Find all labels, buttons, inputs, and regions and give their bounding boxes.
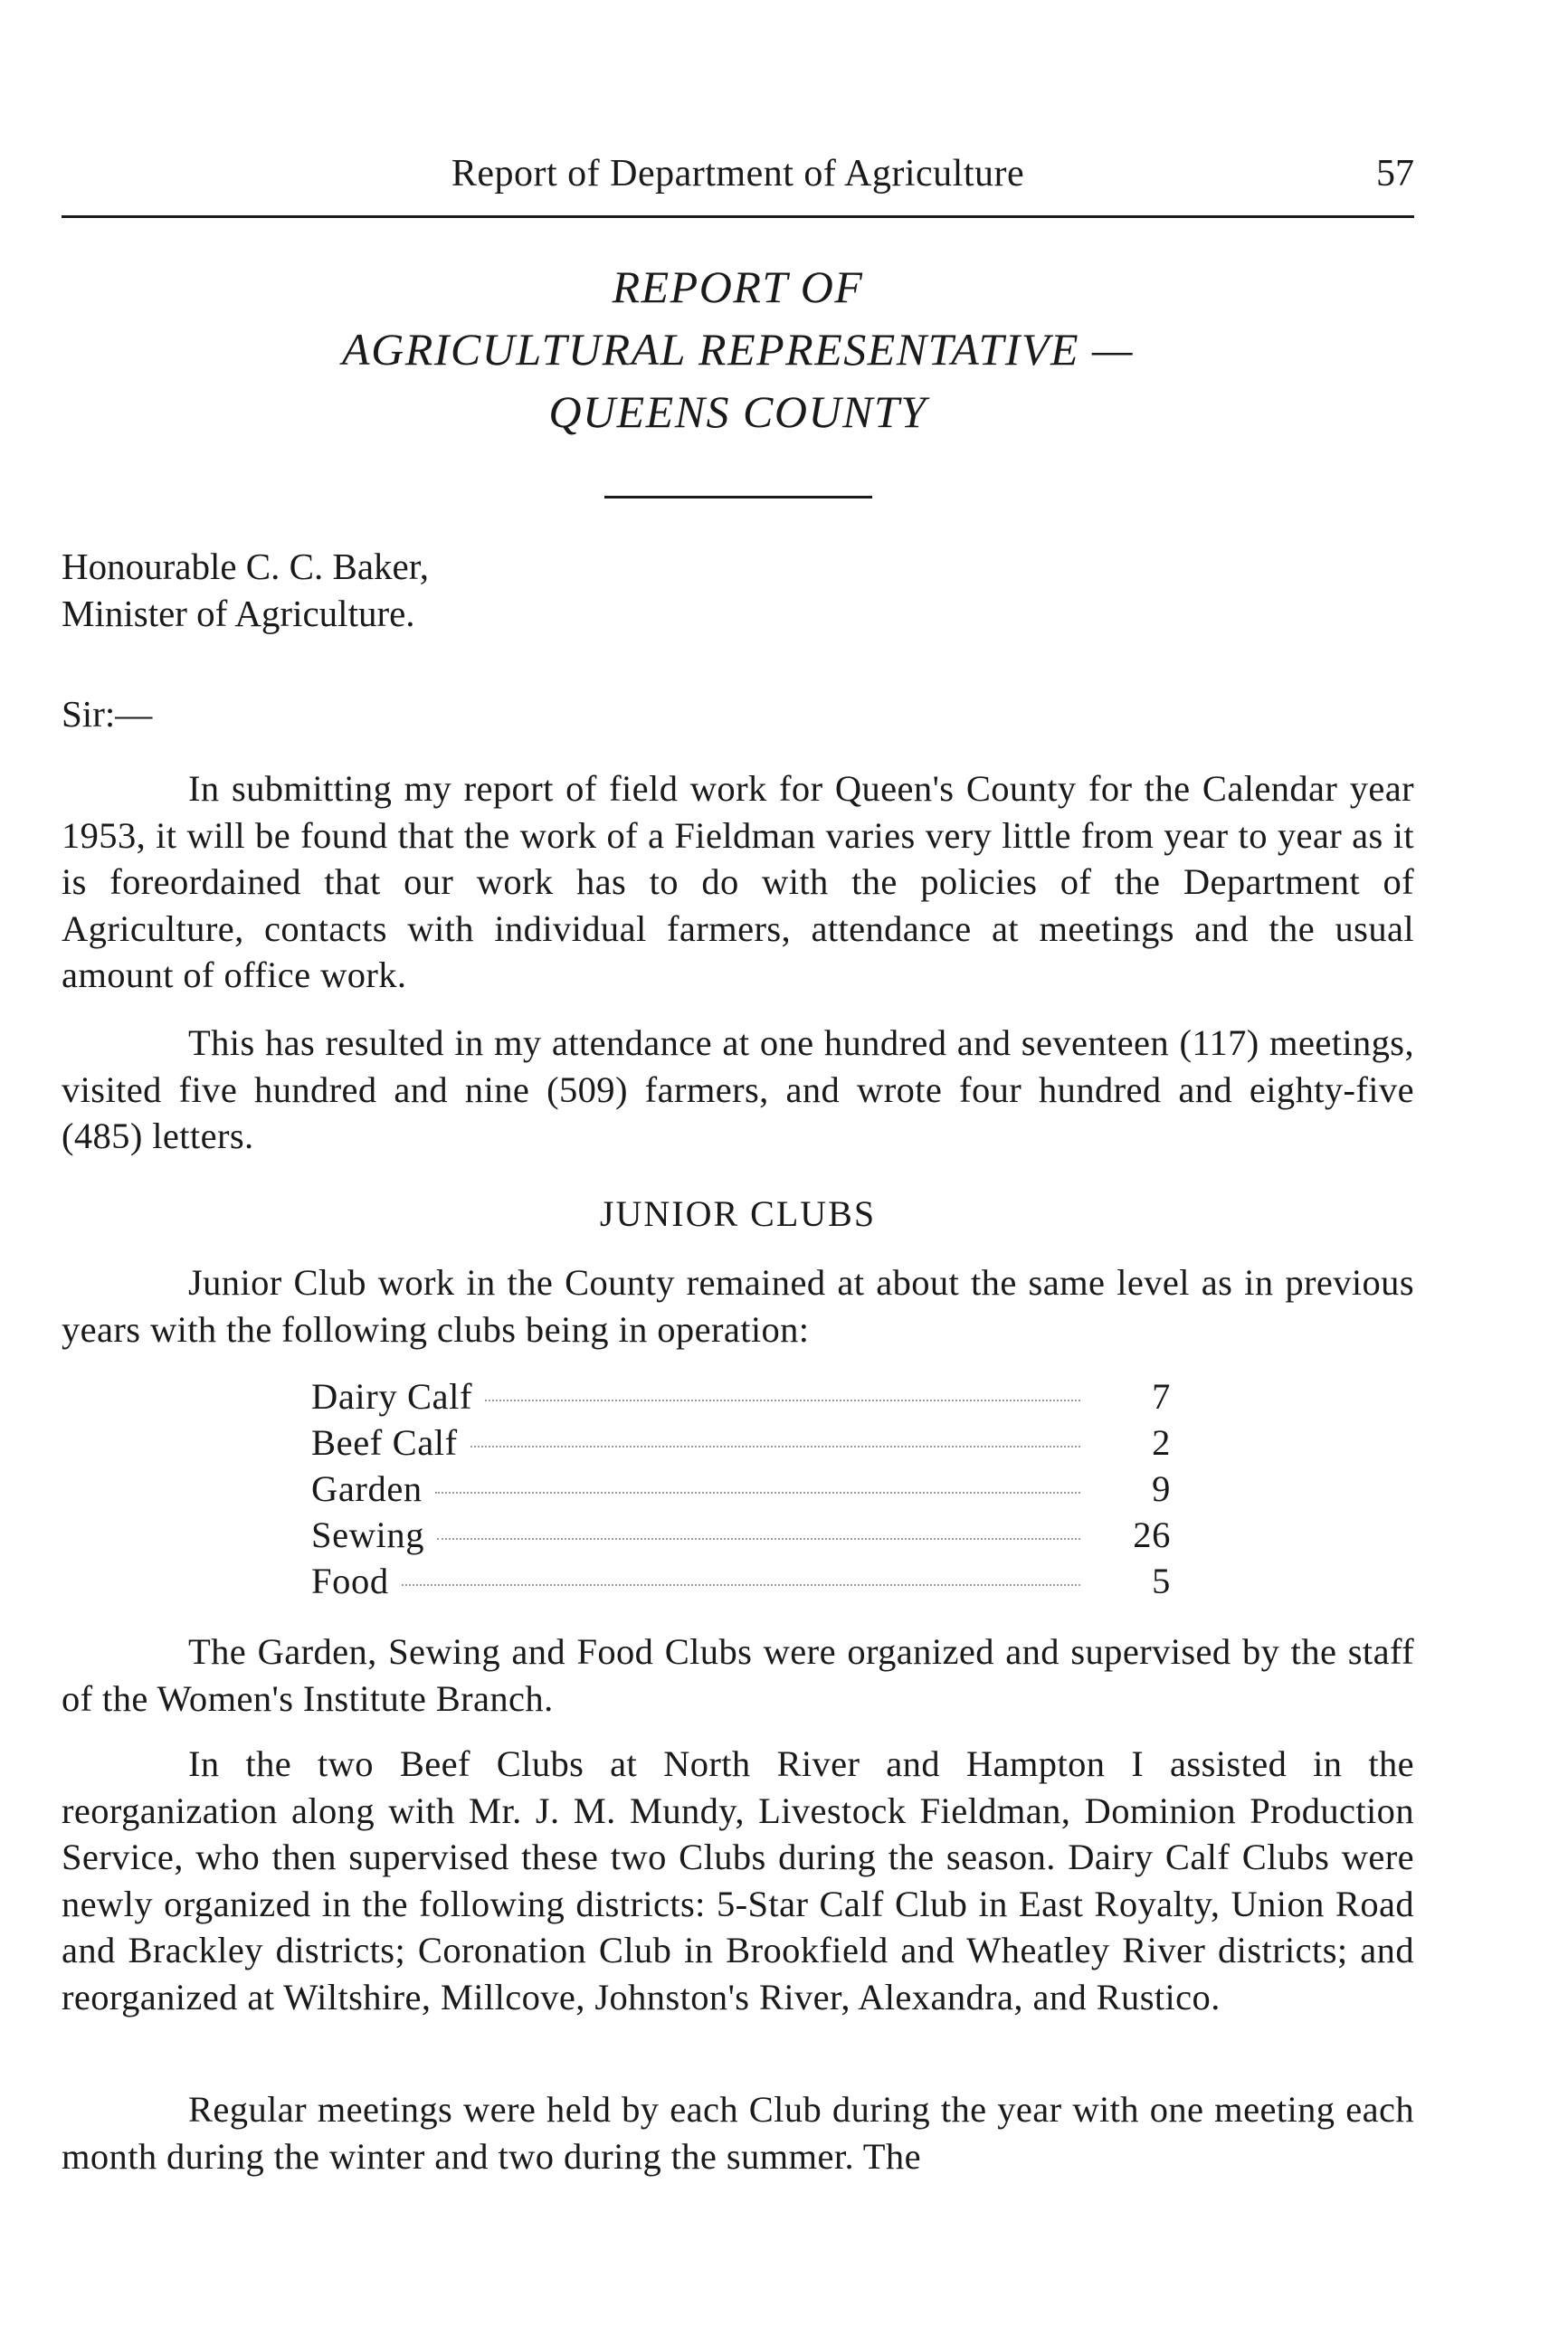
club-count: 5: [1152, 1561, 1171, 1601]
club-name: Dairy Calf: [311, 1376, 473, 1417]
list-item: [311, 1560, 1171, 1606]
paragraph-attendance: This has resulted in my attendance at one hundred and seventeen (117) meetings, visited five hundred and nine (509) farmers, and wrote four hundred and eighty-five (485) letters.: [62, 1022, 1414, 1156]
dot-leader: [485, 1400, 1080, 1401]
report-title-line-1: REPORT OF: [612, 261, 864, 312]
club-count: 9: [1152, 1468, 1171, 1509]
club-name: Sewing: [311, 1514, 425, 1555]
paragraph-junior-intro: Junior Club work in the County remained at about the same level as in previous years with the following clubs being in operation:: [62, 1262, 1414, 1350]
list-item: [311, 1514, 1171, 1560]
addressee-name: Honourable C. C. Baker,: [62, 546, 429, 587]
header-rule: [62, 215, 1414, 218]
club-name: Food: [311, 1561, 389, 1601]
paragraph-intro: In submitting my report of field work for Queen's County for the Calendar year 1953, it will be found that the work of a Fieldman varies very little from year to year as it is foreordained that our work has to do with the policies of the Department of Agriculture, contacts with individual farmers, attendance at meetings and the usual amount of office work.: [62, 768, 1414, 995]
list-item: [311, 1421, 1171, 1467]
paragraph-beef-clubs: In the two Beef Clubs at North River and Hampton I assisted in the reorganization along with Mr. J. M. Mundy, Livestock Fieldman, Dominion Production Service, who then supervised these two Clubs during the season. Dairy Calf Clubs were newly organized in the following districts: 5-Star Calf Club in East Royalty, Union Road and Brackley districts; Coronation Club in Brookfield and Wheatley River districts; and reorganized at Wiltshire, Millcove, Johnston's River, Alexandra, and Rustico.: [62, 1743, 1414, 2017]
dot-leader: [437, 1538, 1080, 1540]
running-title: Report of Department of Agriculture: [451, 153, 1025, 195]
club-count: 7: [1152, 1376, 1171, 1417]
club-count: 2: [1152, 1422, 1171, 1463]
dot-leader: [470, 1446, 1080, 1448]
running-head: [62, 152, 1414, 206]
title-rule: [604, 496, 872, 498]
club-list: [311, 1375, 1171, 1606]
dot-leader: [435, 1492, 1080, 1494]
paragraph-organized: The Garden, Sewing and Food Clubs were organized and supervised by the staff of the Women's Institute Branch.: [62, 1631, 1414, 1719]
salutation: Sir:—: [62, 693, 153, 735]
addressee: [62, 543, 429, 637]
report-title-line-2: AGRICULTURAL REPRESENTATIVE —: [342, 324, 1134, 375]
page-number: 57: [1376, 153, 1414, 195]
club-name: Garden: [311, 1468, 423, 1509]
list-item: [311, 1375, 1171, 1421]
report-title-line-3: QUEENS COUNTY: [548, 386, 927, 437]
club-name: Beef Calf: [311, 1422, 458, 1463]
section-heading-junior-clubs: JUNIOR CLUBS: [599, 1193, 877, 1234]
dot-leader: [402, 1584, 1080, 1586]
list-item: [311, 1467, 1171, 1514]
paragraph-meetings: Regular meetings were held by each Club during the year with one meeting each month during the winter and two during the summer. The: [62, 2089, 1414, 2177]
club-count: 26: [1133, 1514, 1171, 1555]
addressee-position: Minister of Agriculture.: [62, 593, 415, 634]
report-title: [62, 256, 1414, 443]
